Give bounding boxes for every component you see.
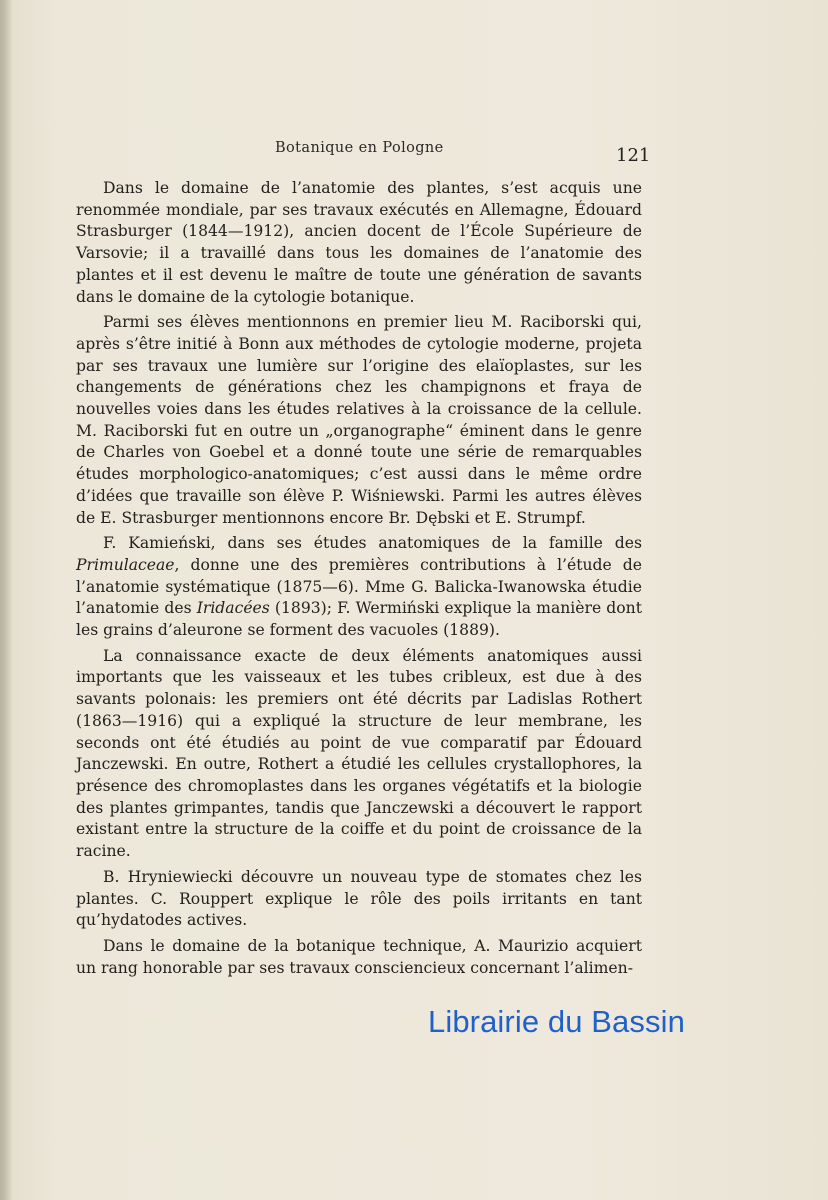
paragraph-3	[76, 533, 642, 642]
paragraph-text: , donne une des premières contributions à l’étude de l’anatomie systématique (1875—6). Mme G. Balicka-Iwanowska étudie l’anatomie des	[76, 555, 642, 618]
watermark-logo: Librairie du Bassin	[428, 1004, 685, 1039]
paragraph-text: Parmi ses élèves mentionnons en premier lieu M. Raciborski qui, après s’être initié à Bonn aux méthodes de cytologie moderne, projeta par ses travaux une lumière sur l’origine des elaïoplastes, sur les changements de générations chez les champignons et fraya de nouvelles voies dans les études relatives à la croissance de la cellule. M. Raciborski fut en outre un „organographe“ éminent dans le genre de Charles von Goebel et a donné toute une série de remarquables études morphologico-anatomiques; c’est aussi dans le même ordre d’idées que travaille son élève P. Wiśniewski. Parmi les autres élèves de E. Strasburger mentionnons encore Br. Dębski et E. Strumpf.	[76, 313, 642, 527]
page-number: 121	[616, 145, 651, 166]
taxon-name: Primulaceae	[76, 555, 175, 574]
paragraph-text: F. Kamieński, dans ses études anatomiques de la famille des	[103, 534, 642, 553]
paragraph-text: Dans le domaine de l’anatomie des plantes, s’est acquis une renommée mondiale, par ses travaux exécutés en Allemagne, Édouard Strasburger (1844—1912), ancien docent de l’École Supérieure de Varsovie; il a travaillé dans tous les domaines de l’anatomie des plantes et il est devenu le maître de toute une génération de savants dans le domaine de la cytologie botanique.	[76, 179, 642, 306]
paragraph-2	[76, 312, 642, 529]
running-header: Botanique en Pologne	[275, 140, 444, 156]
paragraph-text: Dans le domaine de la botanique technique, A. Maurizio acquiert un rang honorable par ses travaux consciencieux concernant l’alimen-	[76, 936, 642, 977]
paragraph-1	[76, 178, 642, 308]
paragraph-text: (1893); F. Wermiński explique la manière dont les grains d’aleurone se forment des vacuoles (1889).	[76, 599, 642, 640]
page-gutter-shadow	[0, 0, 12, 1200]
body-text	[76, 178, 642, 979]
paragraph-4	[76, 646, 642, 863]
paragraph-text: B. Hryniewiecki découvre un nouveau type de stomates chez les plantes. C. Rouppert explique le rôle des poils irritants en tant qu’hydatodes actives.	[76, 867, 642, 930]
taxon-name: Iridacées	[196, 599, 270, 618]
paragraph-5	[76, 867, 642, 932]
paragraph-6	[76, 936, 642, 979]
paragraph-text: La connaissance exacte de deux éléments anatomiques aussi importants que les vaisseaux et les tubes cribleux, est due à des savants polonais: les premiers ont été décrits par Ladislas Rothert (1863—1916) qui a expliqué la structure de leur membrane, les seconds ont été étudiés au point de vue comparatif par Édouard Janczewski. En outre, Rothert a étudié les cellules crystallophores, la présence des chromoplastes dans les organes végétatifs et la biologie des plantes grimpantes, tandis que Janczewski a découvert le rapport existant entre la structure de la coiffe et du point de croissance de la racine.	[76, 646, 642, 861]
